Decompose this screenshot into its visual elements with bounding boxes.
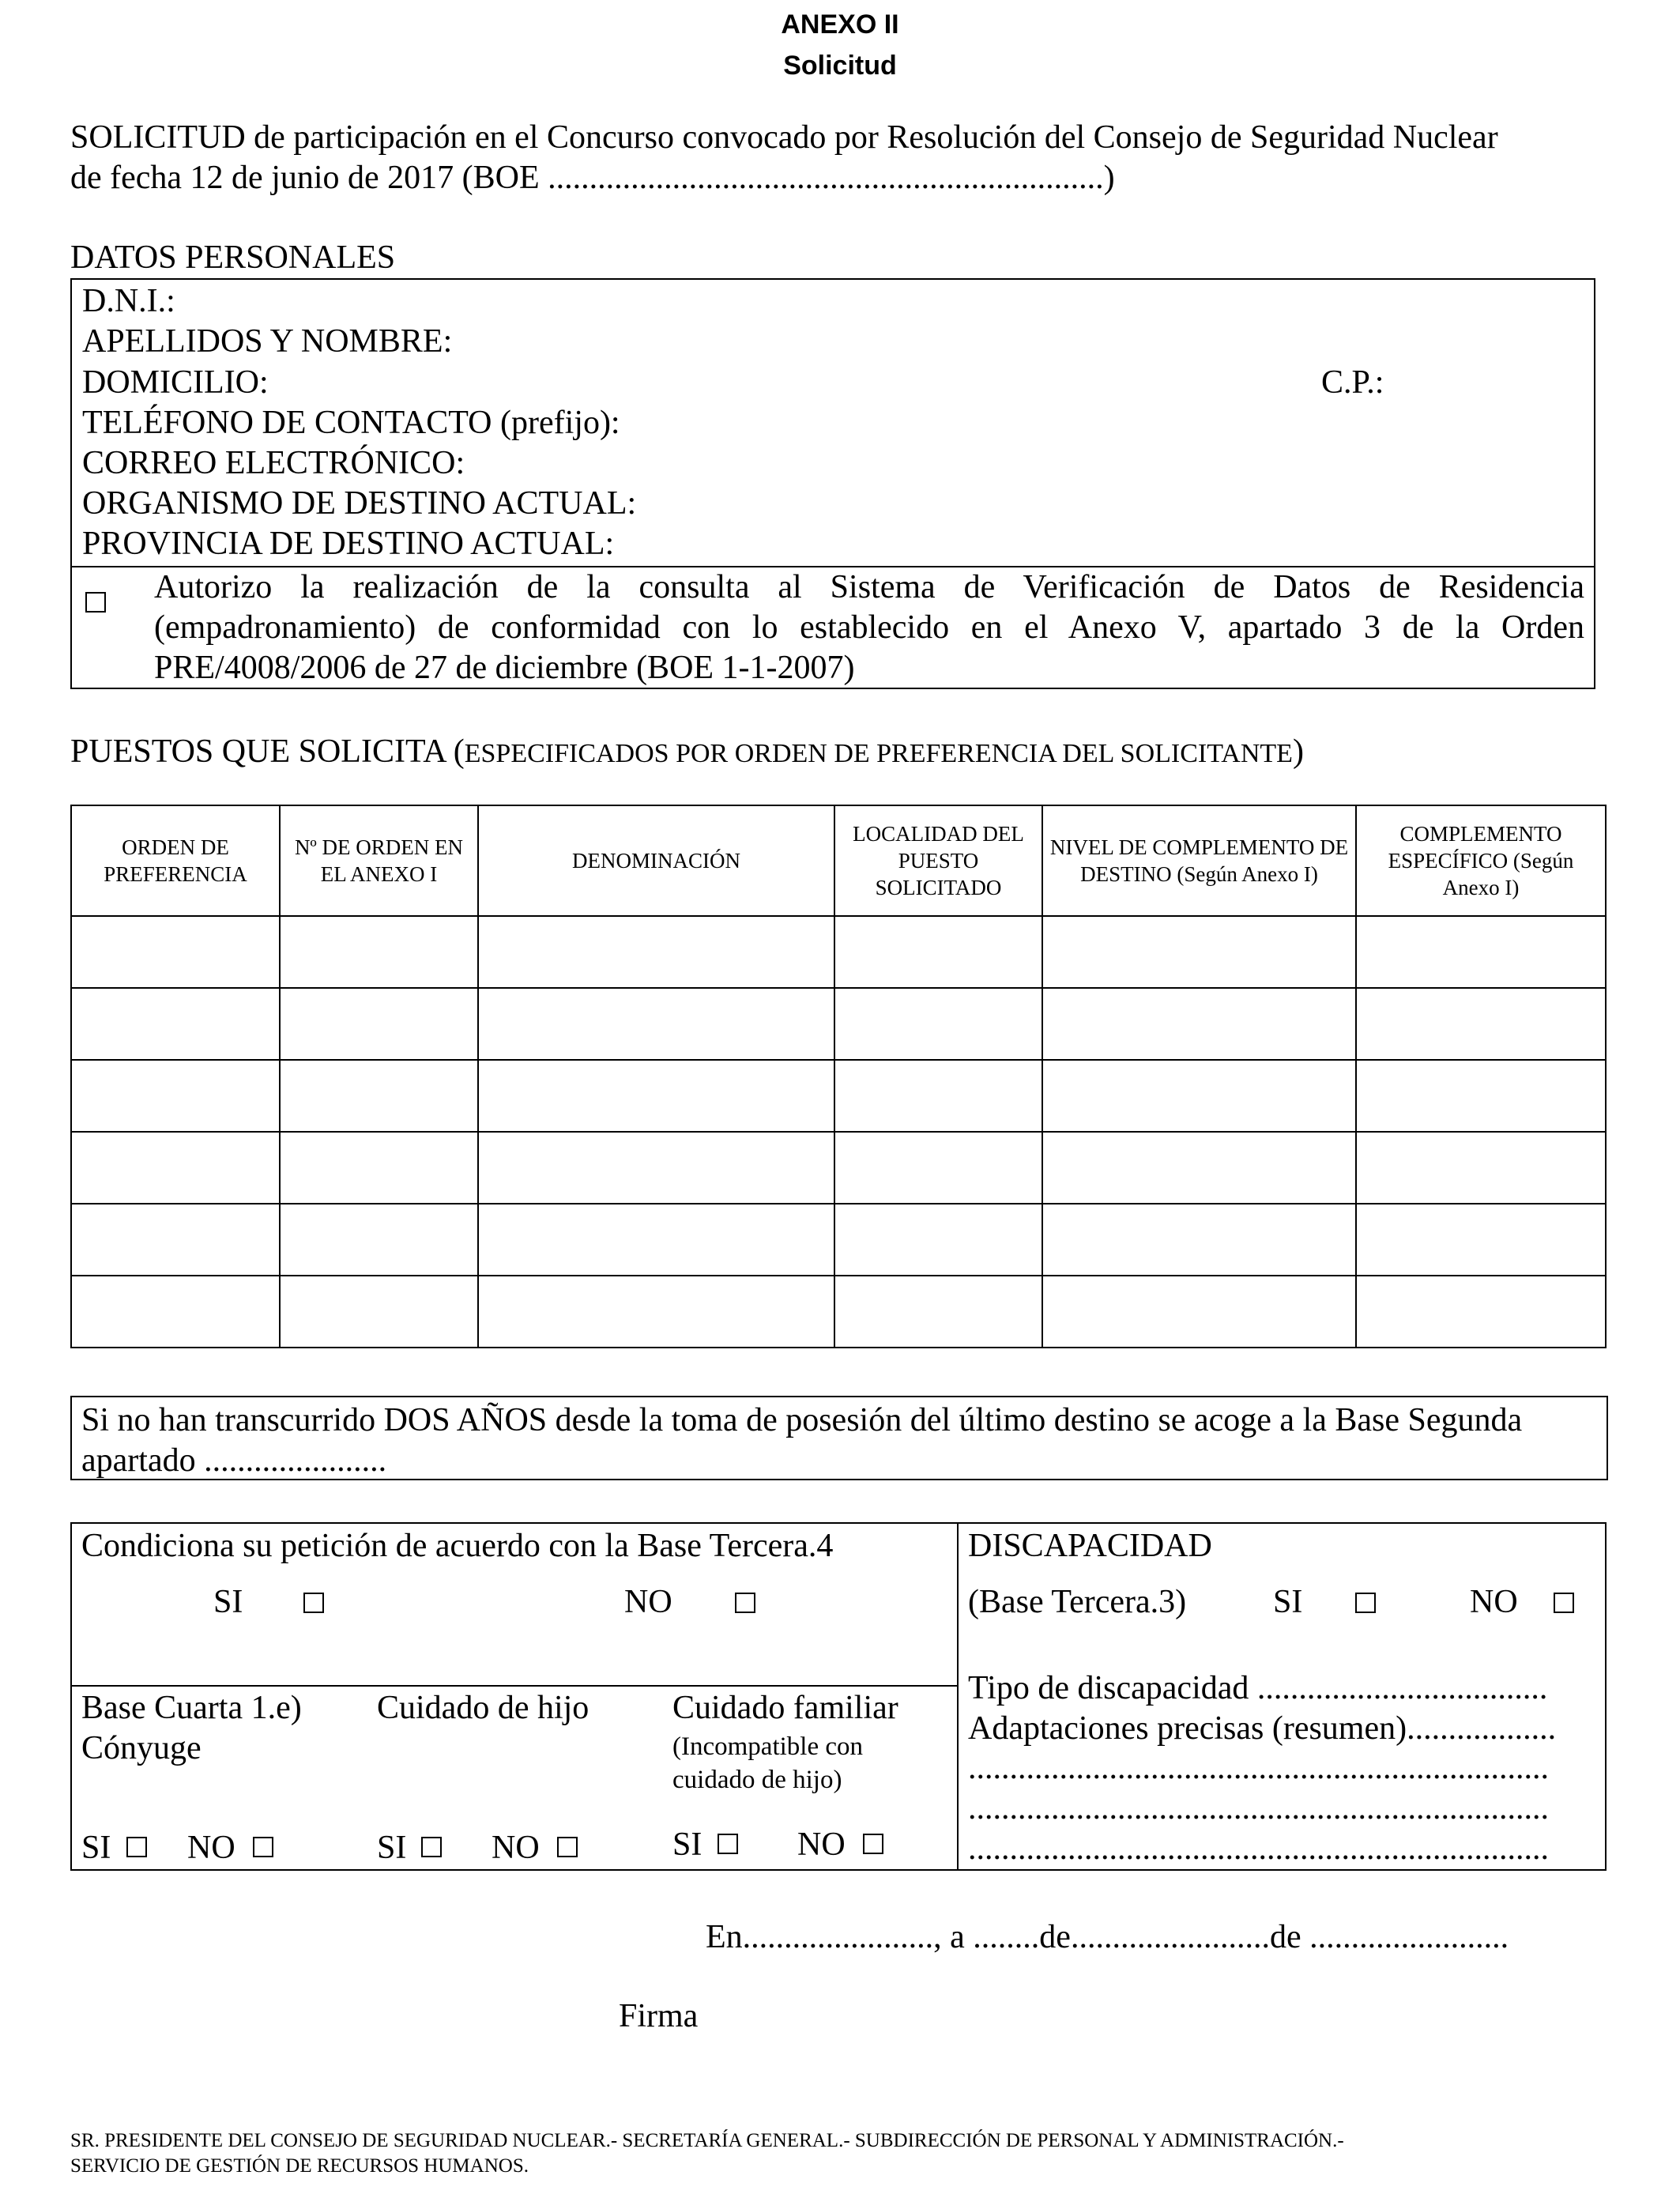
positions-table (70, 805, 1607, 1348)
family-si-checkbox[interactable] (718, 1834, 738, 1854)
table-cell[interactable] (280, 1204, 478, 1276)
table-cell[interactable] (1356, 916, 1606, 988)
footer-line-2: SERVICIO DE GESTIÓN DE RECURSOS HUMANOS. (70, 2155, 529, 2177)
table-cell[interactable] (71, 1132, 280, 1204)
table-cell[interactable] (280, 1060, 478, 1132)
condition-no-checkbox[interactable] (735, 1593, 755, 1613)
table-cell[interactable] (280, 1132, 478, 1204)
disability-si-checkbox[interactable] (1355, 1593, 1376, 1613)
col-orden-preferencia: ORDEN DE PREFERENCIA (71, 805, 280, 916)
table-cell[interactable] (1042, 1204, 1356, 1276)
adaptations-line-2[interactable]: ...................................................................... (968, 1790, 1549, 1826)
table-cell[interactable] (1356, 1132, 1606, 1204)
table-cell[interactable] (71, 1276, 280, 1348)
table-cell[interactable] (834, 916, 1042, 988)
consent-text-line-2: (empadronamiento) de conformidad con lo establecido en el Anexo V, apartado 3 de la Orden (154, 609, 1584, 646)
dni-field[interactable]: D.N.I.: (82, 283, 175, 319)
table-cell[interactable] (478, 916, 834, 988)
table-cell[interactable] (1356, 988, 1606, 1060)
family-no-checkbox[interactable] (863, 1834, 883, 1854)
disability-no-checkbox[interactable] (1554, 1593, 1574, 1613)
table-cell[interactable] (1356, 1060, 1606, 1132)
table-cell[interactable] (834, 1204, 1042, 1276)
two-years-line-1: Si no han transcurrido DOS AÑOS desde la toma de posesión del último destino se acoge a la Base Segunda (81, 1402, 1523, 1438)
adaptations-line-1[interactable]: ...................................................................... (968, 1750, 1549, 1786)
table-row (71, 1276, 1606, 1348)
col-numero-orden: Nº DE ORDEN EN EL ANEXO I (280, 805, 478, 916)
table-cell[interactable] (1042, 916, 1356, 988)
table-cell[interactable] (1042, 1132, 1356, 1204)
place-date-line[interactable]: En......................., a ........de........................de ........................ (706, 1919, 1509, 1955)
intro-line-2: de fecha 12 de junio de 2017 (BOE ...................................................................) (70, 160, 1115, 196)
col-complemento-especifico: COMPLEMENTO ESPECÍFICO (Según Anexo I) (1356, 805, 1606, 916)
family-care-note-line-2: cuidado de hijo) (672, 1766, 842, 1794)
table-cell[interactable] (834, 988, 1042, 1060)
col-denominacion: DENOMINACIÓN (478, 805, 834, 916)
child-si-checkbox[interactable] (421, 1837, 442, 1857)
table-cell[interactable] (280, 988, 478, 1060)
child-si-label: SI (377, 1830, 407, 1866)
family-care-label: Cuidado familiar (672, 1690, 898, 1726)
signature-label: Firma (619, 1998, 699, 2034)
table-cell[interactable] (478, 988, 834, 1060)
condition-si-label: SI (213, 1584, 243, 1620)
consent-checkbox[interactable] (85, 592, 106, 613)
personal-data-heading: DATOS PERSONALES (70, 239, 396, 276)
name-field[interactable]: APELLIDOS Y NOMBRE: (82, 323, 453, 360)
child-no-label: NO (492, 1830, 540, 1866)
disability-no-label: NO (1470, 1584, 1518, 1620)
table-cell[interactable] (834, 1060, 1042, 1132)
conyuge-si-label: SI (81, 1830, 111, 1866)
conyuge-no-label: NO (187, 1830, 235, 1866)
table-cell[interactable] (280, 1276, 478, 1348)
table-cell[interactable] (71, 988, 280, 1060)
family-care-note-line-1: (Incompatible con (672, 1732, 863, 1761)
table-row (71, 1204, 1606, 1276)
family-no-label: NO (797, 1826, 846, 1863)
table-cell[interactable] (478, 1132, 834, 1204)
conyuge-no-checkbox[interactable] (253, 1837, 273, 1857)
phone-field[interactable]: TELÉFONO DE CONTACTO (prefijo): (82, 405, 620, 441)
table-row (71, 916, 1606, 988)
consent-text-line-3: PRE/4008/2006 de 27 de diciembre (BOE 1-1-2007) (154, 650, 855, 686)
intro-line-1: SOLICITUD de participación en el Concurso convocado por Resolución del Consejo de Seguridad Nuclear (70, 119, 1498, 156)
table-cell[interactable] (1356, 1204, 1606, 1276)
table-cell[interactable] (1356, 1276, 1606, 1348)
conyuge-label-line-1: Base Cuarta 1.e) (81, 1690, 302, 1726)
conyuge-label-line-2: Cónyuge (81, 1730, 202, 1766)
annex-subtitle: Solicitud (783, 51, 897, 81)
conyuge-si-checkbox[interactable] (126, 1837, 147, 1857)
table-cell[interactable] (478, 1204, 834, 1276)
table-row (71, 1132, 1606, 1204)
table-cell[interactable] (71, 1204, 280, 1276)
disability-si-label: SI (1273, 1584, 1303, 1620)
table-header-row (71, 805, 1606, 916)
condition-si-checkbox[interactable] (303, 1593, 324, 1613)
table-row (71, 1060, 1606, 1132)
annex-title: ANEXO II (781, 9, 899, 40)
table-cell[interactable] (71, 1060, 280, 1132)
address-field[interactable]: DOMICILIO: (82, 364, 269, 401)
table-cell[interactable] (71, 916, 280, 988)
table-cell[interactable] (834, 1132, 1042, 1204)
disability-heading: DISCAPACIDAD (968, 1528, 1212, 1564)
condition-no-label: NO (624, 1584, 672, 1620)
conditions-horizontal-divider (70, 1685, 958, 1687)
consent-text-line-1: Autorizo la realización de la consulta al Sistema de Verificación de Datos de Residencia (154, 569, 1584, 605)
adaptations-field[interactable]: Adaptaciones precisas (resumen).................. (968, 1710, 1557, 1747)
col-nivel-complemento: NIVEL DE COMPLEMENTO DE DESTINO (Según Anexo I) (1042, 805, 1356, 916)
footer-line-1: SR. PRESIDENTE DEL CONSEJO DE SEGURIDAD NUCLEAR.- SECRETARÍA GENERAL.- SUBDIRECCIÓN DE PERSONAL Y ADMINISTRACIÓN.- (70, 2130, 1344, 2151)
disability-type-field[interactable]: Tipo de discapacidad ................................... (968, 1670, 1548, 1706)
table-cell[interactable] (834, 1276, 1042, 1348)
conditions-vertical-divider (957, 1522, 959, 1871)
postal-code-field[interactable]: C.P.: (1321, 364, 1384, 401)
table-row (71, 988, 1606, 1060)
table-cell[interactable] (478, 1276, 834, 1348)
table-cell[interactable] (1042, 988, 1356, 1060)
two-years-line-2[interactable]: apartado ...................... (81, 1442, 387, 1479)
table-cell[interactable] (280, 916, 478, 988)
condition-text: Condiciona su petición de acuerdo con la Base Tercera.4 (81, 1528, 834, 1564)
disability-base-label: (Base Tercera.3) (968, 1584, 1187, 1620)
adaptations-line-3[interactable]: ...................................................................... (968, 1830, 1549, 1867)
email-field[interactable]: CORREO ELECTRÓNICO: (82, 445, 465, 481)
positions-heading: PUESTOS QUE SOLICITA (ESPECIFICADOS POR ORDEN DE PREFERENCIA DEL SOLICITANTE) (70, 733, 1304, 770)
table-cell[interactable] (1042, 1276, 1356, 1348)
child-care-label: Cuidado de hijo (377, 1690, 590, 1726)
child-no-checkbox[interactable] (557, 1837, 578, 1857)
family-si-label: SI (672, 1826, 703, 1863)
col-localidad: LOCALIDAD DEL PUESTO SOLICITADO (834, 805, 1042, 916)
table-cell[interactable] (478, 1060, 834, 1132)
province-field[interactable]: PROVINCIA DE DESTINO ACTUAL: (82, 526, 615, 562)
table-cell[interactable] (1042, 1060, 1356, 1132)
organism-field[interactable]: ORGANISMO DE DESTINO ACTUAL: (82, 485, 637, 522)
